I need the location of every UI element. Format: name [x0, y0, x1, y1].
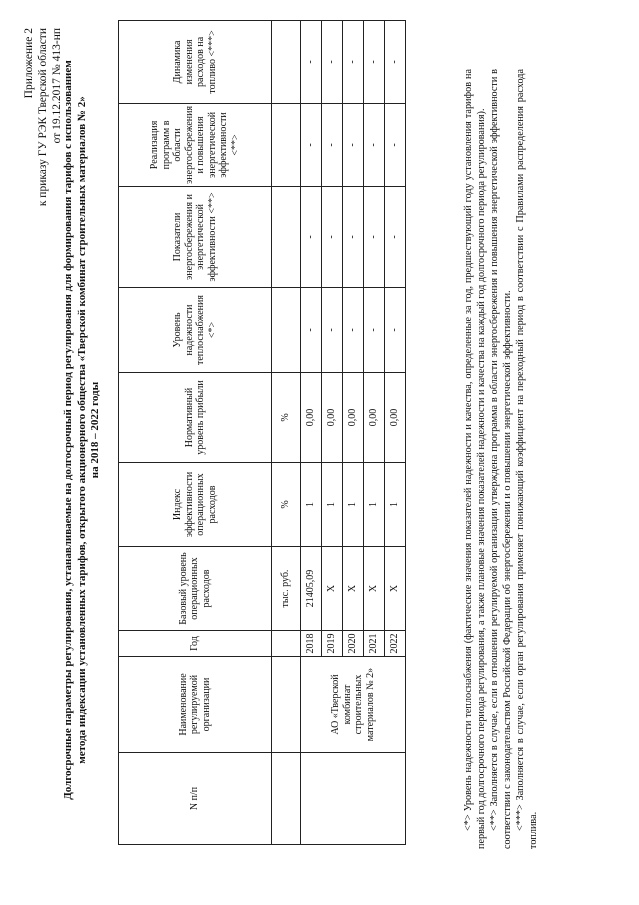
- cell-index: 1: [343, 463, 364, 547]
- cell-programs: -: [343, 103, 364, 186]
- units-base: тыс. руб.: [272, 547, 301, 631]
- cell-index: 1: [385, 463, 406, 547]
- appendix-reference: [22, 28, 64, 206]
- units-profit: %: [272, 373, 301, 463]
- cell-profit: 0,00: [364, 373, 385, 463]
- appendix-order: к приказу ГУ РЭК Тверской области: [37, 28, 49, 207]
- cell-index: 1: [322, 463, 343, 547]
- cell-index: 1: [301, 463, 322, 547]
- cell-fuel: -: [343, 20, 364, 103]
- cell-fuel: -: [322, 20, 343, 103]
- cell-year: 2021: [364, 631, 385, 657]
- cell-reliability: -: [364, 288, 385, 373]
- cell-energy: -: [301, 187, 322, 288]
- units-index: %: [272, 463, 301, 547]
- title-line-1: Долгосрочные параметры регулирования, устанавливаемые на долгосрочный период регулирования для формирования тарифов с использованием: [62, 60, 74, 800]
- cell-programs: -: [322, 103, 343, 186]
- cell-reliability: -: [343, 288, 364, 373]
- appendix-number: Приложение 2: [23, 28, 35, 99]
- cell-profit: 0,00: [343, 373, 364, 463]
- cell-programs: -: [301, 103, 322, 186]
- cell-profit: 0,00: [322, 373, 343, 463]
- appendix-date: от 19.12.2017 № 413-нп: [51, 28, 63, 144]
- cell-index: 1: [364, 463, 385, 547]
- units-reliability: [272, 288, 301, 373]
- footnote-fuel: <***> Заполняется в случае, если орган регулирования применяет понижающий коэффициент на переходный период в соответствии с Правилами распределения расхода топлива.: [515, 69, 539, 849]
- cell-year: 2018: [301, 631, 322, 657]
- cell-energy: -: [364, 187, 385, 288]
- cell-base: Х: [385, 547, 406, 631]
- header-profit: Нормативный уровень прибыли: [119, 373, 272, 463]
- cell-base: Х: [343, 547, 364, 631]
- units-energy: [272, 187, 301, 288]
- cell-org-name: АО «Тверской комбинат строительных материалов № 2»: [301, 657, 406, 753]
- cell-profit: 0,00: [385, 373, 406, 463]
- cell-fuel: -: [364, 20, 385, 103]
- units-num: [272, 753, 301, 845]
- cell-reliability: -: [301, 288, 322, 373]
- header-energy: Показатели энергосбережения и энергетической эффективности <**>: [119, 187, 272, 288]
- header-base: Базовый уровень операционных расходов: [119, 547, 272, 631]
- cell-year: 2022: [385, 631, 406, 657]
- cell-reliability: -: [322, 288, 343, 373]
- title-line-3: на 2018 – 2022 годы: [89, 381, 101, 479]
- header-num: N п/п: [119, 753, 272, 845]
- cell-programs: -: [385, 103, 406, 186]
- footnote-reliability: <*> Уровень надежности теплоснабжения (фактические значения показателей надежности и качества, определенные за год, предшествующий году установления тарифов на первый год долгосрочного периода регулирования, а также плановые значения показателей надежности и качества на каждый год долгосрочного периода регулирования).: [463, 69, 487, 849]
- units-year: [272, 631, 301, 657]
- cell-base: 21405,09: [301, 547, 322, 631]
- cell-fuel: -: [385, 20, 406, 103]
- table-row: [301, 20, 322, 844]
- header-index: Индекс эффективности операционных расходов: [119, 463, 272, 547]
- cell-energy: -: [322, 187, 343, 288]
- units-row: [272, 20, 301, 844]
- cell-fuel: -: [301, 20, 322, 103]
- units-fuel: [272, 20, 301, 103]
- cell-base: Х: [322, 547, 343, 631]
- title-line-2: метода индексации установленных тарифов, открытого акционерного общества «Тверской комбинат строительных материалов № 2»: [75, 96, 88, 764]
- header-year: Год: [119, 631, 272, 657]
- document-title: [62, 50, 103, 810]
- header-fuel: Динамика изменения расходов на топливо <***>: [119, 20, 272, 103]
- header-reliability: Уровень надежности теплоснабжения <*>: [119, 288, 272, 373]
- header-row: [119, 20, 272, 844]
- cell-energy: -: [385, 187, 406, 288]
- cell-base: Х: [364, 547, 385, 631]
- cell-year: 2019: [322, 631, 343, 657]
- cell-reliability: -: [385, 288, 406, 373]
- footnotes: [462, 69, 540, 849]
- cell-num: [301, 753, 406, 845]
- header-org: Наименование регулируемой организации: [119, 657, 272, 753]
- cell-programs: -: [364, 103, 385, 186]
- cell-year: 2020: [343, 631, 364, 657]
- parameters-table: [118, 20, 406, 845]
- cell-profit: 0,00: [301, 373, 322, 463]
- cell-energy: -: [343, 187, 364, 288]
- units-programs: [272, 103, 301, 186]
- units-org: [272, 657, 301, 753]
- header-programs: Реализация программ в области энергосбережения и повышения энергетической эффективности <**>: [119, 103, 272, 186]
- footnote-energy: <**> Заполняется в случае, если в отношении регулируемой организации утверждена программа в области энергосбережения и повышения энергетической эффективности в соответствии с законодательством Российской Федерации об энергосбережении и о повышении энергетической эффективности.: [489, 69, 513, 849]
